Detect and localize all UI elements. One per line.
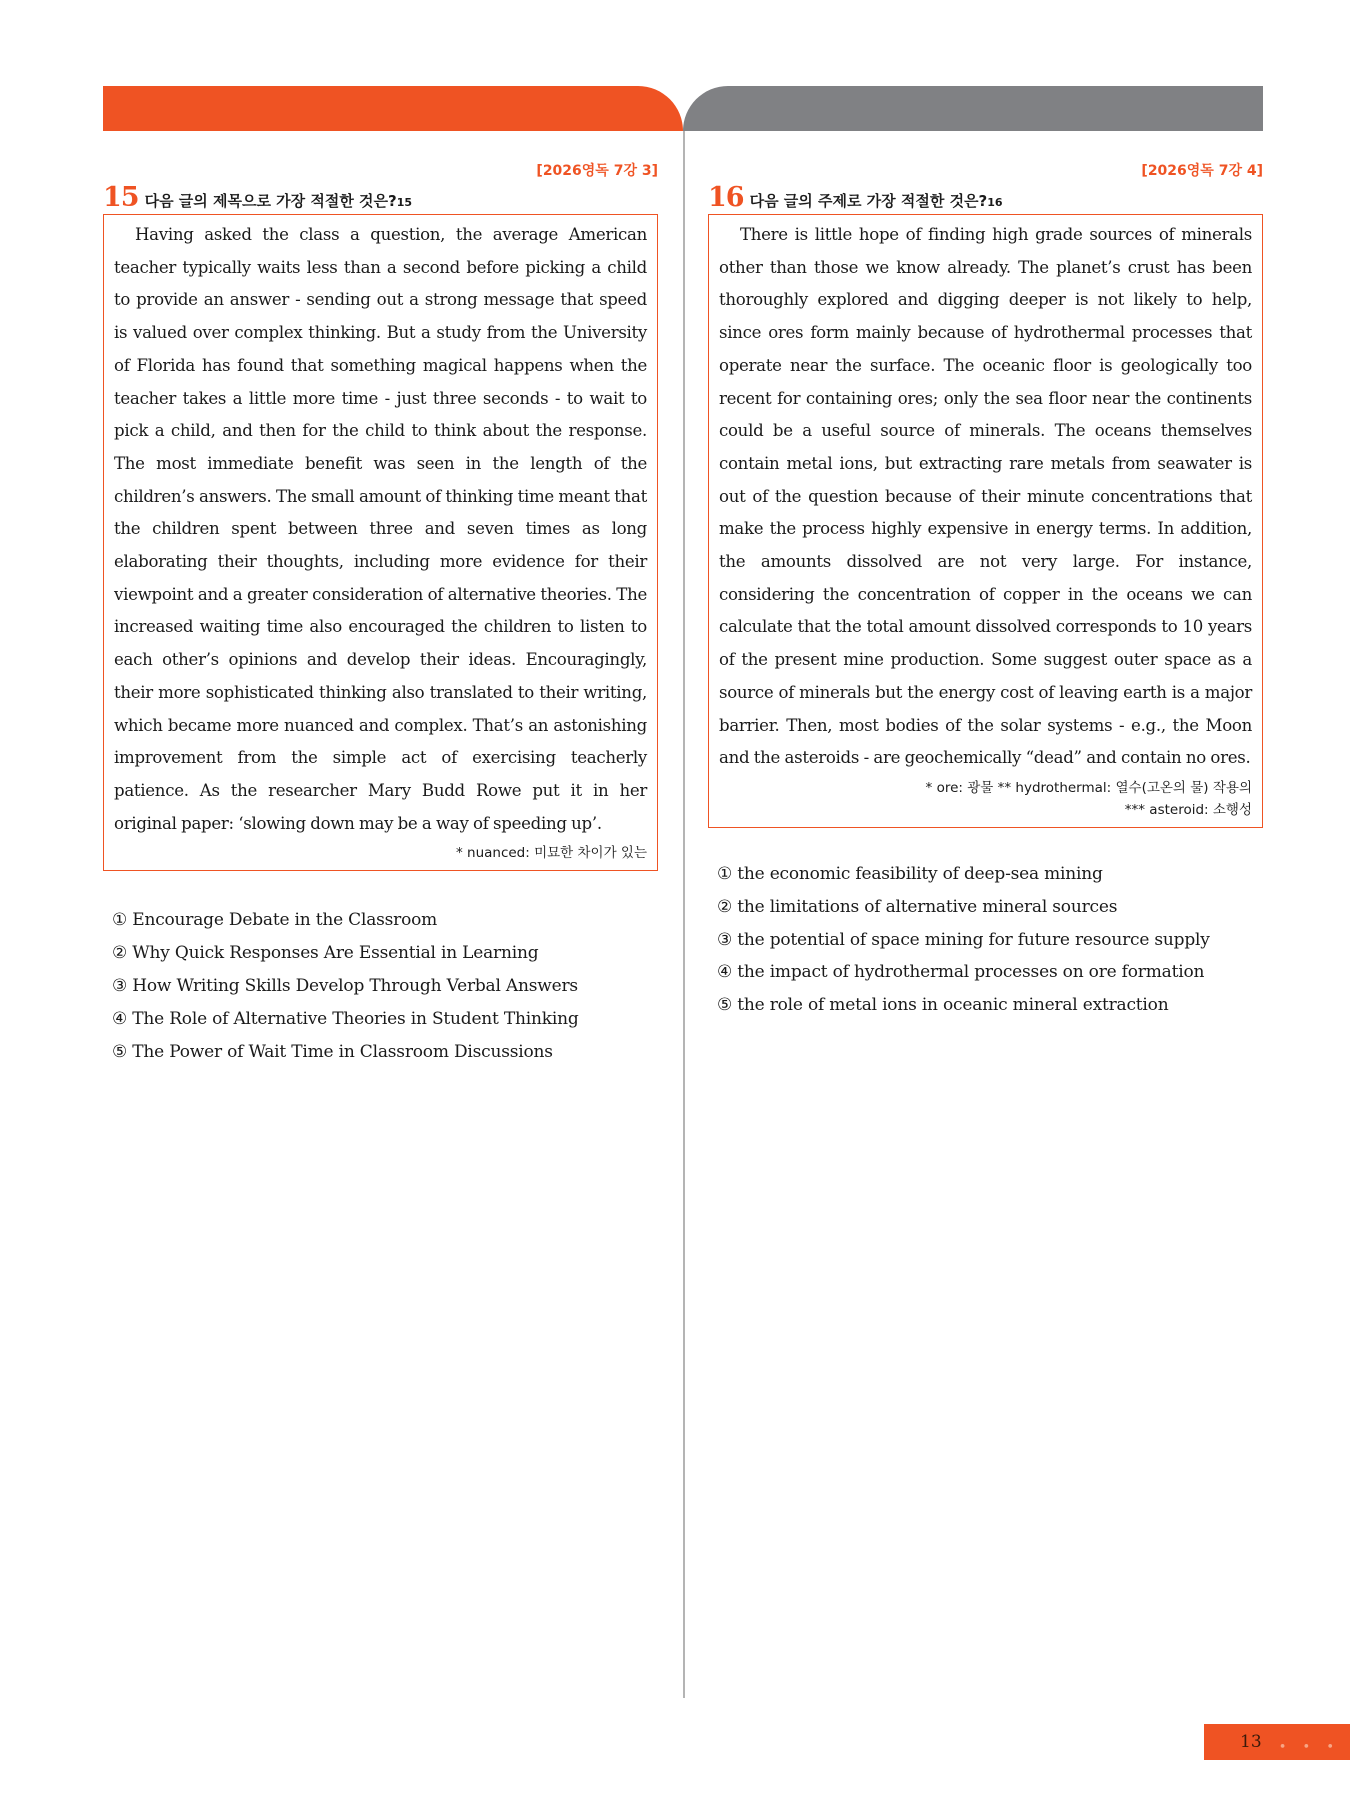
question-16-column [708,160,1263,1022]
passage-box [708,214,1263,828]
answer-option-4[interactable]: ④ the impact of hydrothermal processes on ore formation [717,962,1205,983]
answer-option-2[interactable]: ② Why Quick Responses Are Essential in Learning [112,943,539,964]
answer-option-1[interactable]: ① Encourage Debate in the Classroom [112,910,438,931]
source-label: [2026영독 7강 3] [536,163,658,179]
vocabulary-note: * nuanced: 미묘한 차이가 있는 [455,845,647,862]
column-divider [683,131,685,1698]
answer-option-1[interactable]: ① the economic feasibility of deep-sea mining [717,863,1103,884]
header-tab-gray [683,86,1263,131]
passage-text: Having asked the class a question, the average American teacher typically waits less than a second before picking a child to provide an answer - sending out a strong message that speed is valued over complex thinking. But a study from the University of Florida has found that something magical happens when the teacher takes a little more time - just three seconds - to wait to pick a child, and then for the child to think about the response. The most immediate benefit was seen in the length of the children’s answers. The small amount of thinking time meant that the children spent between three and seven times as long elaborating their thoughts, including more evidence for their viewpoint and a greater consideration of alternative theories. The increased waiting time also encouraged the children to listen to each other’s opinions and develop their ideas. Encouragingly, their more sophisticated thinking also translated to their writing, which became more nuanced and complex. That’s an astonishing improvement from the simple act of exercising teacherly patience. As the researcher Mary Budd Rowe put it in her original paper: ‘slowing down may be a way of speeding up’. [114,225,647,833]
question-header [708,182,1263,212]
question-superscript: 16 [987,196,1003,209]
source-label: [2026영독 7강 4] [1141,163,1263,179]
page-number-badge [1204,1724,1350,1760]
answer-option-3[interactable]: ③ the potential of space mining for future resource supply [717,929,1210,950]
question-superscript: 15 [396,196,413,209]
question-header [103,182,658,212]
page-number: 13 [1240,1732,1262,1752]
passage-box [103,214,658,871]
decorative-pattern-icon: • • • [1278,1740,1340,1755]
answer-option-2[interactable]: ② the limitations of alternative mineral sources [717,896,1118,917]
answer-option-3[interactable]: ③ How Writing Skills Develop Through Verbal Answers [112,975,578,996]
question-15-column [103,160,658,1068]
question-number: 15 [103,182,139,213]
answer-option-5[interactable]: ⑤ the role of metal ions in oceanic mineral extraction [717,995,1169,1016]
question-text: 다음 글의 제목으로 가장 적절한 것은? [144,192,397,210]
header-tab-orange [103,86,683,131]
vocabulary-note-2: *** asteroid: 소행성 [1124,801,1252,818]
answer-option-5[interactable]: ⑤ The Power of Wait Time in Classroom Discussions [112,1041,553,1062]
question-number: 16 [708,182,744,213]
answer-options [103,904,658,1068]
question-text: 다음 글의 주제로 가장 적절한 것은? [749,192,988,210]
answer-option-4[interactable]: ④ The Role of Alternative Theories in Student Thinking [112,1008,579,1029]
passage-text: There is little hope of finding high grade sources of minerals other than those we know already. The planet’s crust has been thoroughly explored and digging deeper is not likely to help, since ores form mainly because of hydrothermal processes that operate near the surface. The oceanic floor is geologically too recent for containing ores; only the sea floor near the continents could be a useful source of minerals. The oceans themselves contain metal ions, but extracting rare metals from seawater is out of the question because of their minute concentrations that make the process highly expensive in energy terms. In addition, the amounts dissolved are not very large. For instance, considering the concentration of copper in the oceans we can calculate that the total amount dissolved corresponds to 10 years of the present mine production. Some suggest outer space as a source of minerals but the energy cost of leaving earth is a major barrier. Then, most bodies of the solar systems - e.g., the Moon and the asteroids - are geochemically “dead” and contain no ores. [719,225,1252,768]
vocabulary-note-1: * ore: 광물 ** hydrothermal: 열수(고온의 물) 작용의 [925,779,1252,796]
answer-options [708,858,1263,1022]
